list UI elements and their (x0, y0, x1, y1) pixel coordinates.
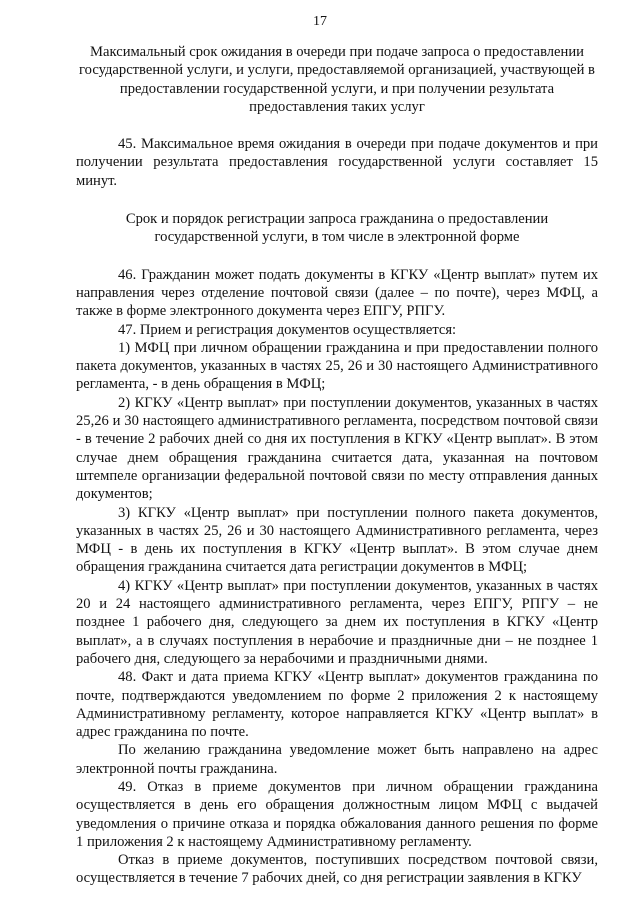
paragraph-49: 49. Отказ в приеме документов при личном обращении гражданина осуществляется в день его обращения должностным лицом МФЦ с выдачей уведомления о причине отказа и порядка обжалования данного решения по форме 1 приложения 2 к настоящему Административному регламенту. (76, 778, 598, 850)
paragraph-47-item-3: 3) КГКУ «Центр выплат» при поступлении полного пакета документов, указанных в частях 25, 26 и 30 настоящего Административного регламента, через МФЦ - в день их поступления в КГКУ «Центр выплат». В этом случае днем обращения гражданина считается дата регистрации документов в МФЦ; (76, 504, 598, 576)
paragraph-47-item-1: 1) МФЦ при личном обращении гражданина и при предоставлении полного пакета документов, указанных в частях 25, 26 и 30 настоящего Административного регламента, - в день обращения в МФЦ; (76, 339, 598, 393)
section-heading-max-wait: Максимальный срок ожидания в очереди при подаче запроса о предоставлении государственной услуги, и услуги, предоставляемой организацией, участвующей в предоставлении государственной услуги, и при получении результата предоставления таких услуг (79, 44, 595, 115)
document-body (76, 43, 598, 888)
paragraph-47: 47. Прием и регистрация документов осуществляется: (118, 321, 457, 338)
paragraph-46: 46. Гражданин может подать документы в КГКУ «Центр выплат» путем их направления через отделение почтовой связи (далее – по почте), через МФЦ, а также в форме электронного документа через ЕПГУ, РПГУ. (76, 266, 598, 320)
paragraph-45: 45. Максимальное время ожидания в очереди при подаче документов и при получении результата предоставления государственной услуги составляет 15 минут. (76, 136, 598, 189)
paragraph-48: 48. Факт и дата приема КГКУ «Центр выплат» документов гражданина по почте, подтверждаются уведомлением по форме 2 приложения 2 к настоящему Административному регламенту, которое направляется КГКУ «Центр выплат» в адрес гражданина по почте. (76, 669, 598, 741)
paragraph-48-note: По желанию гражданина уведомление может быть направлено на адрес электронной почты гражданина. (76, 742, 598, 777)
section-heading-registration: Срок и порядок регистрации запроса гражданина о предоставлении государственной услуги, в том числе в электронной форме (125, 211, 549, 246)
paragraph-47-item-4: 4) КГКУ «Центр выплат» при поступлении документов, указанных в частях 20 и 24 настоящего административного регламента, через ЕПГУ, РПГУ – не позднее 1 рабочего дня, следующего за днем их поступления в КГКУ «Центр выплат», а в случаях поступления в нерабочие и праздничные дни – не позднее 1 рабочего дня, следующего за нерабочими и праздничными днями. (76, 577, 598, 667)
page-number: 17 (313, 14, 327, 29)
paragraph-47-item-2: 2) КГКУ «Центр выплат» при поступлении документов, указанных в частях 25,26 и 30 настоящего административного регламента, посредством почтовой связи - в течение 2 рабочих дней со дня их поступления в КГКУ «Центр выплат». В этом случае днем обращения гражданина считается дата, указанная на почтовом штемпеле организации федеральной почтовой связи по месту отправления данных документов; (76, 394, 598, 503)
paragraph-49-mail: Отказ в приеме документов, поступивших посредством почтовой связи, осуществляется в течение 7 рабочих дней, со дня регистрации заявления в КГКУ (76, 852, 598, 887)
